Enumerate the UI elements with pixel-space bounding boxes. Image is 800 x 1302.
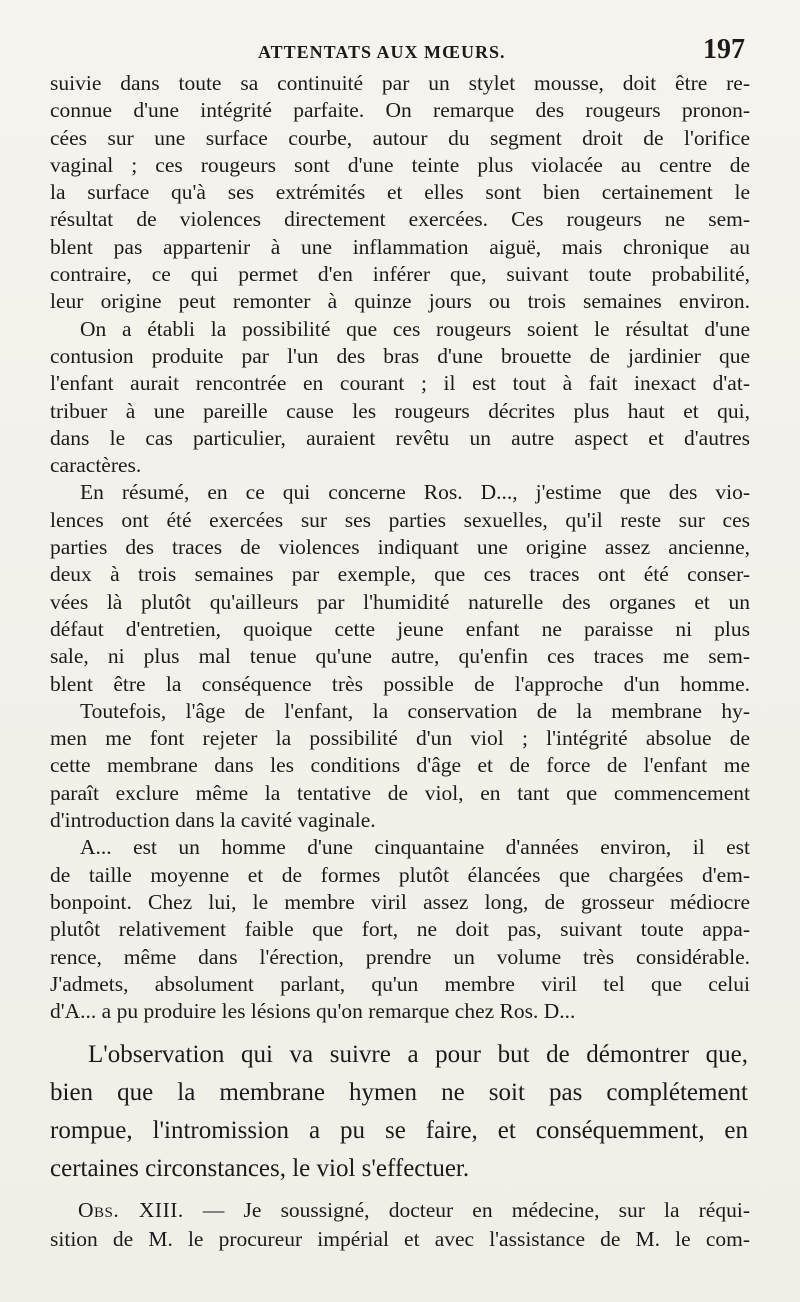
text-line: A... est un homme d'une cinquantaine d'années environ, il est — [80, 835, 750, 860]
paragraph — [50, 834, 750, 861]
observation-intro — [50, 1036, 748, 1188]
paragraph — [50, 698, 750, 725]
text-line: contraire, ce qui permet d'en inférer que, suivant toute probabilité, — [50, 262, 750, 287]
paragraph-cont — [50, 725, 750, 834]
text-line: On a établi la possibilité que ces rougeurs soient le résultat d'une — [80, 316, 750, 341]
running-title: ATTENTATS AUX MŒURS. — [258, 42, 506, 62]
text-line: paraît exclure même la tentative de viol, en tant que commencement — [50, 780, 750, 805]
text-line: tribuer à une pareille cause les rougeurs décrites plus haut et qui, — [50, 398, 750, 423]
text-line: de taille moyenne et de formes plutôt élancées que chargées d'em- — [50, 862, 750, 887]
text-line: vées là plutôt qu'ailleurs par l'humidité naturelle des organes et un — [50, 589, 750, 614]
obs-line: sition de M. le procureur impérial et avec l'assistance de M. le com- — [50, 1227, 750, 1251]
text-line: blent pas appartenir à une inflammation aiguë, mais chronique au — [50, 234, 750, 259]
text-line: deux à trois semaines par exemple, que ces traces ont été conser- — [50, 562, 750, 587]
paragraph — [50, 70, 750, 316]
text-line: d'A... a pu produire les lésions qu'on remarque chez Ros. D... — [50, 999, 576, 1024]
text-line: lences ont été exercées sur ses parties sexuelles, qu'il reste sur ces — [50, 507, 750, 532]
text-line: défaut d'entretien, quoique cette jeune enfant ne paraisse ni plus — [50, 616, 750, 641]
text-line: J'admets, absolument parlant, qu'un membre viril tel que celui — [50, 971, 750, 996]
obs-text: — Je soussigné, docteur en médecine, sur la réqui- — [183, 1198, 750, 1222]
paragraph — [50, 479, 750, 506]
text-line: la surface qu'à ses extrémités et elles sont bien certainement le — [50, 180, 750, 205]
text-line: plutôt relativement faible que fort, ne doit pas, suivant toute appa- — [50, 917, 750, 942]
text-line: men me font rejeter la possibilité d'un viol ; l'intégrité absolue de — [50, 726, 750, 751]
text-line: En résumé, en ce qui concerne Ros. D..., j'estime que des vio- — [80, 480, 750, 505]
observation-xiii — [50, 1196, 750, 1254]
text-line: suivie dans toute sa continuité par un stylet mousse, doit être re- — [50, 71, 750, 95]
text-line: cette membrane dans les conditions d'âge et de force de l'enfant me — [50, 753, 750, 778]
text-line: dans le cas particulier, auraient revêtu un autre aspect et d'autres — [50, 425, 750, 450]
paragraph-cont — [50, 343, 750, 479]
text-line: sale, ni plus mal tenue qu'une autre, qu'enfin ces traces me sem- — [50, 644, 750, 669]
main-text — [50, 70, 750, 1025]
intro-line: bien que la membrane hymen ne soit pas complétement — [50, 1079, 748, 1106]
text-line: cées sur une surface courbe, autour du segment droit de l'orifice — [50, 125, 750, 150]
text-line: connue d'une intégrité parfaite. On remarque des rougeurs pronon- — [50, 98, 750, 123]
page-number: 197 — [703, 34, 745, 65]
text-line: caractères. — [50, 453, 142, 478]
text-line: blent être la conséquence très possible de l'approche d'un homme. — [50, 671, 750, 696]
text-line: parties des traces de violences indiquant une origine assez ancienne, — [50, 535, 750, 560]
text-line: d'introduction dans la cavité vaginale. — [50, 808, 376, 833]
text-line: vaginal ; ces rougeurs sont d'une teinte plus violacée au centre de — [50, 152, 750, 177]
page-header — [0, 30, 800, 70]
paragraph — [50, 316, 750, 343]
intro-line: rompue, l'intromission a pu se faire, et conséquemment, en — [50, 1117, 748, 1144]
text-line: l'enfant aurait rencontrée en courant ; il est tout à fait inexact d'at- — [50, 371, 750, 396]
text-line: rence, même dans l'érection, prendre un volume très considérable. — [50, 944, 750, 969]
text-line: résultat de violences directement exercées. Ces rougeurs ne sem- — [50, 207, 750, 232]
text-line: bonpoint. Chez lui, le membre viril assez long, de grosseur médiocre — [50, 889, 750, 914]
text-line: leur origine peut remonter à quinze jours ou trois semaines environ. — [50, 289, 750, 314]
obs-line — [78, 1196, 750, 1225]
text-line: Toutefois, l'âge de l'enfant, la conservation de la membrane hy- — [80, 698, 750, 723]
paragraph-cont — [50, 507, 750, 698]
text-line: contusion produite par l'un des bras d'une brouette de jardinier que — [50, 343, 750, 368]
intro-line: L'observation qui va suivre a pour but de démontrer que, — [88, 1041, 748, 1068]
obs-label: Obs. XIII. — [78, 1198, 184, 1222]
intro-line: certaines circonstances, le viol s'effectuer. — [50, 1155, 470, 1182]
paragraph-cont — [50, 862, 750, 1026]
